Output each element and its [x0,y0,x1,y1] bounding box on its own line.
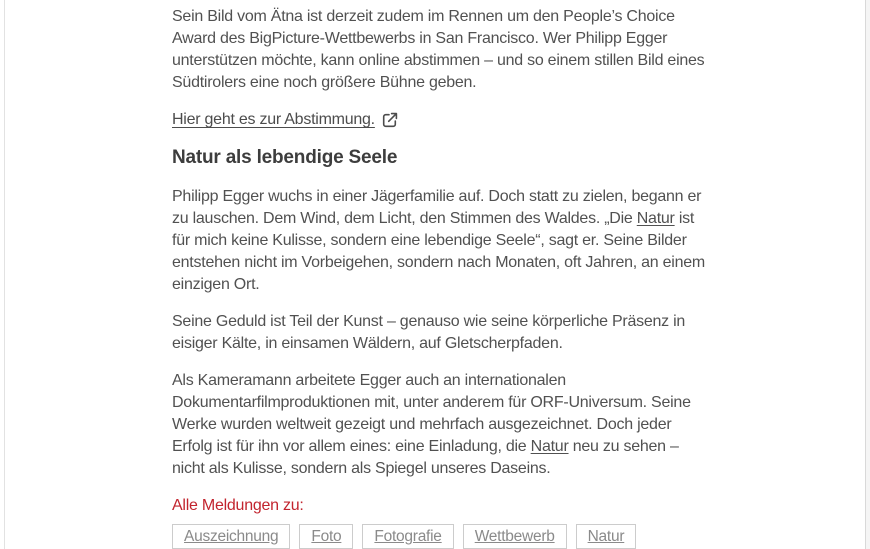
inline-link-natur[interactable]: Natur [636,210,675,227]
tag-pill-foto[interactable]: Foto [299,524,353,549]
paragraph-career [172,370,714,480]
text-segment: neu zu sehen – nicht als Kulisse, sondern als Spiegel unseres Daseins. [172,438,679,477]
vote-link[interactable]: Hier geht es zur Abstimmung. [172,111,375,128]
scrollbar-track[interactable] [866,0,870,549]
tag-pill-fotografie[interactable]: Fotografie [362,524,453,549]
tags-section-label: Alle Meldungen zu: [172,497,304,514]
article-body [172,6,714,549]
text-segment: ist für mich keine Kulisse, sondern eine lebendige Seele“, sagt er. Seine Bilder entstehen nicht im Vorbeigehen, sondern nach Monaten, oft Jahren, an einem einzigen Ort. [172,210,705,293]
tag-pill-wettbewerb[interactable]: Wettbewerb [463,524,567,549]
tag-pill-auszeichnung[interactable]: Auszeichnung [172,524,290,549]
section-heading: Natur als lebendige Seele [172,147,398,168]
paragraph-biography [172,186,714,296]
page-left-border [4,0,5,549]
tags-row [172,524,714,549]
paragraph-award [172,6,714,94]
external-link-icon [382,112,398,128]
tag-pill-natur[interactable]: Natur [576,524,637,549]
vote-link-row [172,109,714,131]
text-segment: Als Kameramann arbeitete Egger auch an internationalen Dokumentarfilmproduktionen mit, unter anderem für ORF-Universum. Seine Werke wurden weltweit gezeigt und mehrfach ausgezeichnet. Doch jeder Erfolg ist für ihn vor allem eines: eine Einladung, die [172,372,691,455]
page-right-border [865,0,866,549]
paragraph-patience [172,311,714,355]
text-segment: Philipp Egger wuchs in einer Jägerfamilie auf. Doch statt zu zielen, begann er zu lauschen. Dem Wind, dem Licht, den Stimmen des Waldes. „Die [172,188,702,227]
inline-link-natur[interactable]: Natur [530,438,569,455]
text-segment: Seine Geduld ist Teil der Kunst – genauso wie seine körperliche Präsenz in eisiger Kälte, in einsamen Wäldern, auf Gletscherpfaden. [172,313,686,352]
text-segment: Sein Bild vom Ätna ist derzeit zudem im Rennen um den People’s Choice Award des BigPicture-Wettbewerbs in San Francisco. Wer Philipp Egger unterstützen möchte, kann online abstimmen – und so einem stillen Bild eines Südtirolers eine noch größere Bühne geben. [172,8,705,91]
